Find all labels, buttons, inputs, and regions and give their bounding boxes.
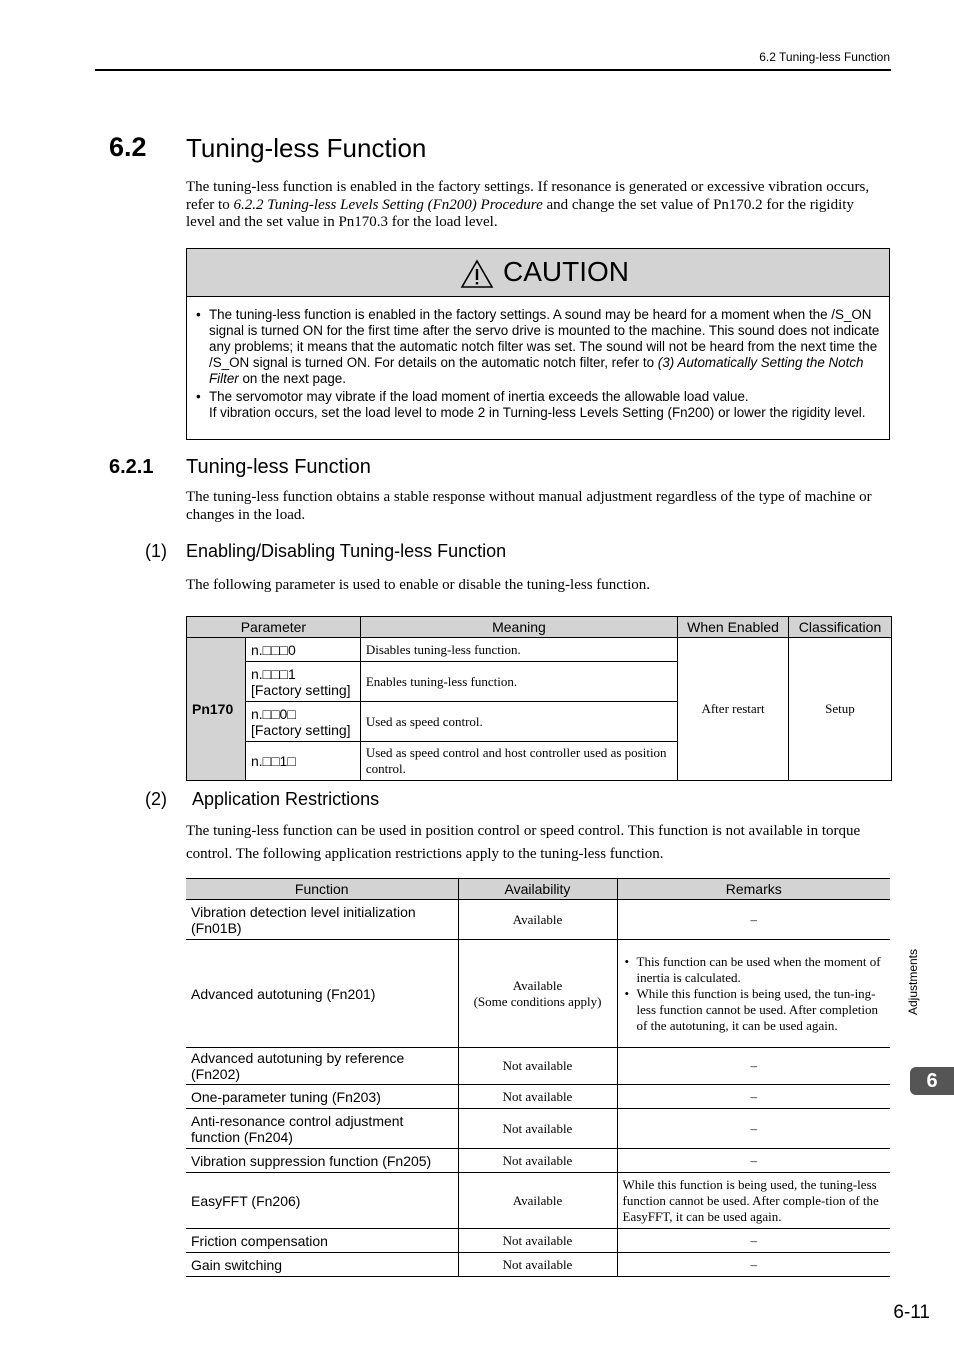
code-value: n.□□1□ (250, 753, 296, 769)
part-number: (2) (145, 789, 167, 809)
parameter-name: Pn170 (187, 638, 246, 781)
caution-item-line: If vibration occurs, set the load level to mode 2 in Turning-less Levels Setting (Fn200) or lower the rigidity level. (209, 405, 866, 420)
column-header: Meaning (360, 617, 677, 638)
parameter-table (186, 616, 892, 781)
availability-cell: Not available (458, 1048, 617, 1085)
remarks-cell: – (617, 1149, 890, 1173)
remarks-cell: – (617, 1253, 890, 1277)
intro-text-after: and change the set value of Pn170.2 for the rigidity level and the set value in Pn170.3 for the load level. (186, 196, 854, 230)
factory-setting-note: [Factory setting] (250, 721, 351, 738)
parameter-meaning: Used as speed control and host controller used as position control. (360, 742, 677, 781)
part-title: Application Restrictions (192, 789, 380, 809)
classification: Setup (788, 638, 891, 781)
remarks-cell: – (617, 1109, 890, 1149)
when-enabled: After restart (678, 638, 789, 781)
parameter-code (245, 702, 360, 742)
caution-box (186, 248, 890, 440)
table-row (186, 1149, 890, 1173)
availability-cell (458, 940, 617, 1048)
parameter-code (245, 638, 360, 662)
chapter-tab[interactable]: 6 (910, 1067, 954, 1095)
code-value: n.□□□0 (250, 641, 296, 658)
restrictions-table (186, 878, 890, 1277)
remarks-cell: – (617, 1229, 890, 1253)
caution-item-text: The tuning-less function is enabled in the factory settings. A sound may be heard for a moment when the /S_ON signal is turned ON for the first time after the servo drive is mounted to the machine. This sound does not indicate any problems; it means that the automatic notch filter was set. The sound will not be heard from the next time the /S_ON signal is turned ON. For details on the automatic notch filter, refer to (209, 307, 880, 370)
header-rule (95, 69, 891, 71)
running-header: 6.2 Tuning-less Function (759, 50, 890, 64)
remarks-cell (617, 940, 890, 1048)
warning-triangle-icon (460, 259, 494, 289)
availability-cell: Available (458, 900, 617, 940)
function-cell: Gain switching (186, 1253, 458, 1277)
caution-item-line: The servomotor may vibrate if the load moment of inertia exceeds the allowable load value. (209, 389, 749, 404)
caution-item (209, 389, 881, 421)
parameter-meaning: Disables tuning-less function. (360, 638, 677, 662)
availability-value: Available (512, 977, 563, 993)
column-header: Availability (458, 879, 617, 900)
subsection-text: The tuning-less function obtains a stable response without manual adjustment regardless of the type of machine or changes in the load. (186, 489, 872, 523)
section-number: 6.2 (109, 132, 147, 162)
part-text: The following parameter is used to enable or disable the tuning-less function. (186, 577, 651, 593)
function-cell: Friction compensation (186, 1229, 458, 1253)
remarks-list (623, 954, 886, 1034)
parameter-meaning: Enables tuning-less function. (360, 662, 677, 702)
parameter-meaning: Used as speed control. (360, 702, 677, 742)
table-row (186, 1229, 890, 1253)
function-cell: Vibration suppression function (Fn205) (186, 1149, 458, 1173)
table-row (186, 940, 890, 1048)
table-row (186, 1253, 890, 1277)
remarks-cell: – (617, 900, 890, 940)
caution-item (209, 307, 881, 387)
availability-cell: Not available (458, 1253, 617, 1277)
availability-cell: Not available (458, 1149, 617, 1173)
table-row (186, 900, 890, 940)
column-header: When Enabled (678, 617, 789, 638)
availability-cell: Available (458, 1173, 617, 1229)
parameter-code (245, 742, 360, 781)
column-header: Parameter (187, 617, 361, 638)
table-row (186, 1085, 890, 1109)
function-cell: One-parameter tuning (Fn203) (186, 1085, 458, 1109)
remarks-cell: – (617, 1085, 890, 1109)
table-row (186, 1109, 890, 1149)
factory-setting-note: [Factory setting] (250, 681, 351, 698)
column-header: Remarks (617, 879, 890, 900)
table-row (186, 1048, 890, 1085)
part-text: The tuning-less function can be used in position control or speed control. This function is not available in torque control. The following application restrictions apply to the tuning-less function. (186, 823, 861, 862)
code-value: n.□□0□ (250, 705, 296, 722)
column-header: Classification (788, 617, 891, 638)
chapter-side-label: Adjustments (906, 948, 920, 1016)
caution-list (187, 297, 889, 421)
table-row (186, 1173, 890, 1229)
remarks-cell: While this function is being used, the tuning-less function cannot be used. After comple-tion of the EasyFFT, it can be used again. (617, 1173, 890, 1229)
page-number: 6-11 (893, 1302, 930, 1323)
subsection-title: Tuning-less Function (186, 456, 371, 478)
caution-label: CAUTION (503, 256, 629, 287)
function-cell: Vibration detection level initialization (Fn01B) (186, 900, 458, 940)
part-title: Enabling/Disabling Tuning-less Function (186, 541, 507, 561)
intro-text-before: The tuning-less function is enabled in the factory settings. If resonance is generated or excessive vibration occurs, refer to (186, 179, 870, 213)
parameter-code (245, 662, 360, 702)
table-header-row (186, 879, 890, 900)
remarks-cell: – (617, 1048, 890, 1085)
availability-cell: Not available (458, 1229, 617, 1253)
availability-note: (Some conditions apply) (473, 993, 602, 1009)
column-header: Function (186, 879, 458, 900)
section-intro (186, 179, 886, 232)
caution-header (187, 249, 889, 297)
function-cell: Advanced autotuning by reference (Fn202) (186, 1048, 458, 1085)
section-title: Tuning-less Function (186, 133, 427, 163)
remarks-item: • While this function is being used, the tun-ing-less function cannot be used. After completion of the autotuning, it can be used again. (637, 986, 886, 1034)
function-cell: Anti-resonance control adjustment function (Fn204) (186, 1109, 458, 1149)
table-header-row (187, 617, 892, 638)
subsection-number: 6.2.1 (109, 456, 154, 478)
intro-cross-reference[interactable]: 6.2.2 Tuning-less Levels Setting (Fn200) Procedure (233, 196, 543, 213)
function-cell: Advanced autotuning (Fn201) (186, 940, 458, 1048)
table-row (187, 638, 892, 662)
availability-cell: Not available (458, 1085, 617, 1109)
remarks-item: • This function can be used when the moment of inertia is calculated. (637, 954, 886, 986)
code-value: n.□□□1 (250, 665, 296, 682)
availability-cell: Not available (458, 1109, 617, 1149)
caution-cross-reference[interactable]: (3) Automatically Setting the Notch Filter (209, 355, 864, 386)
caution-item-text-after: on the next page. (238, 371, 346, 386)
part-number: (1) (145, 541, 167, 561)
function-cell: EasyFFT (Fn206) (186, 1173, 458, 1229)
